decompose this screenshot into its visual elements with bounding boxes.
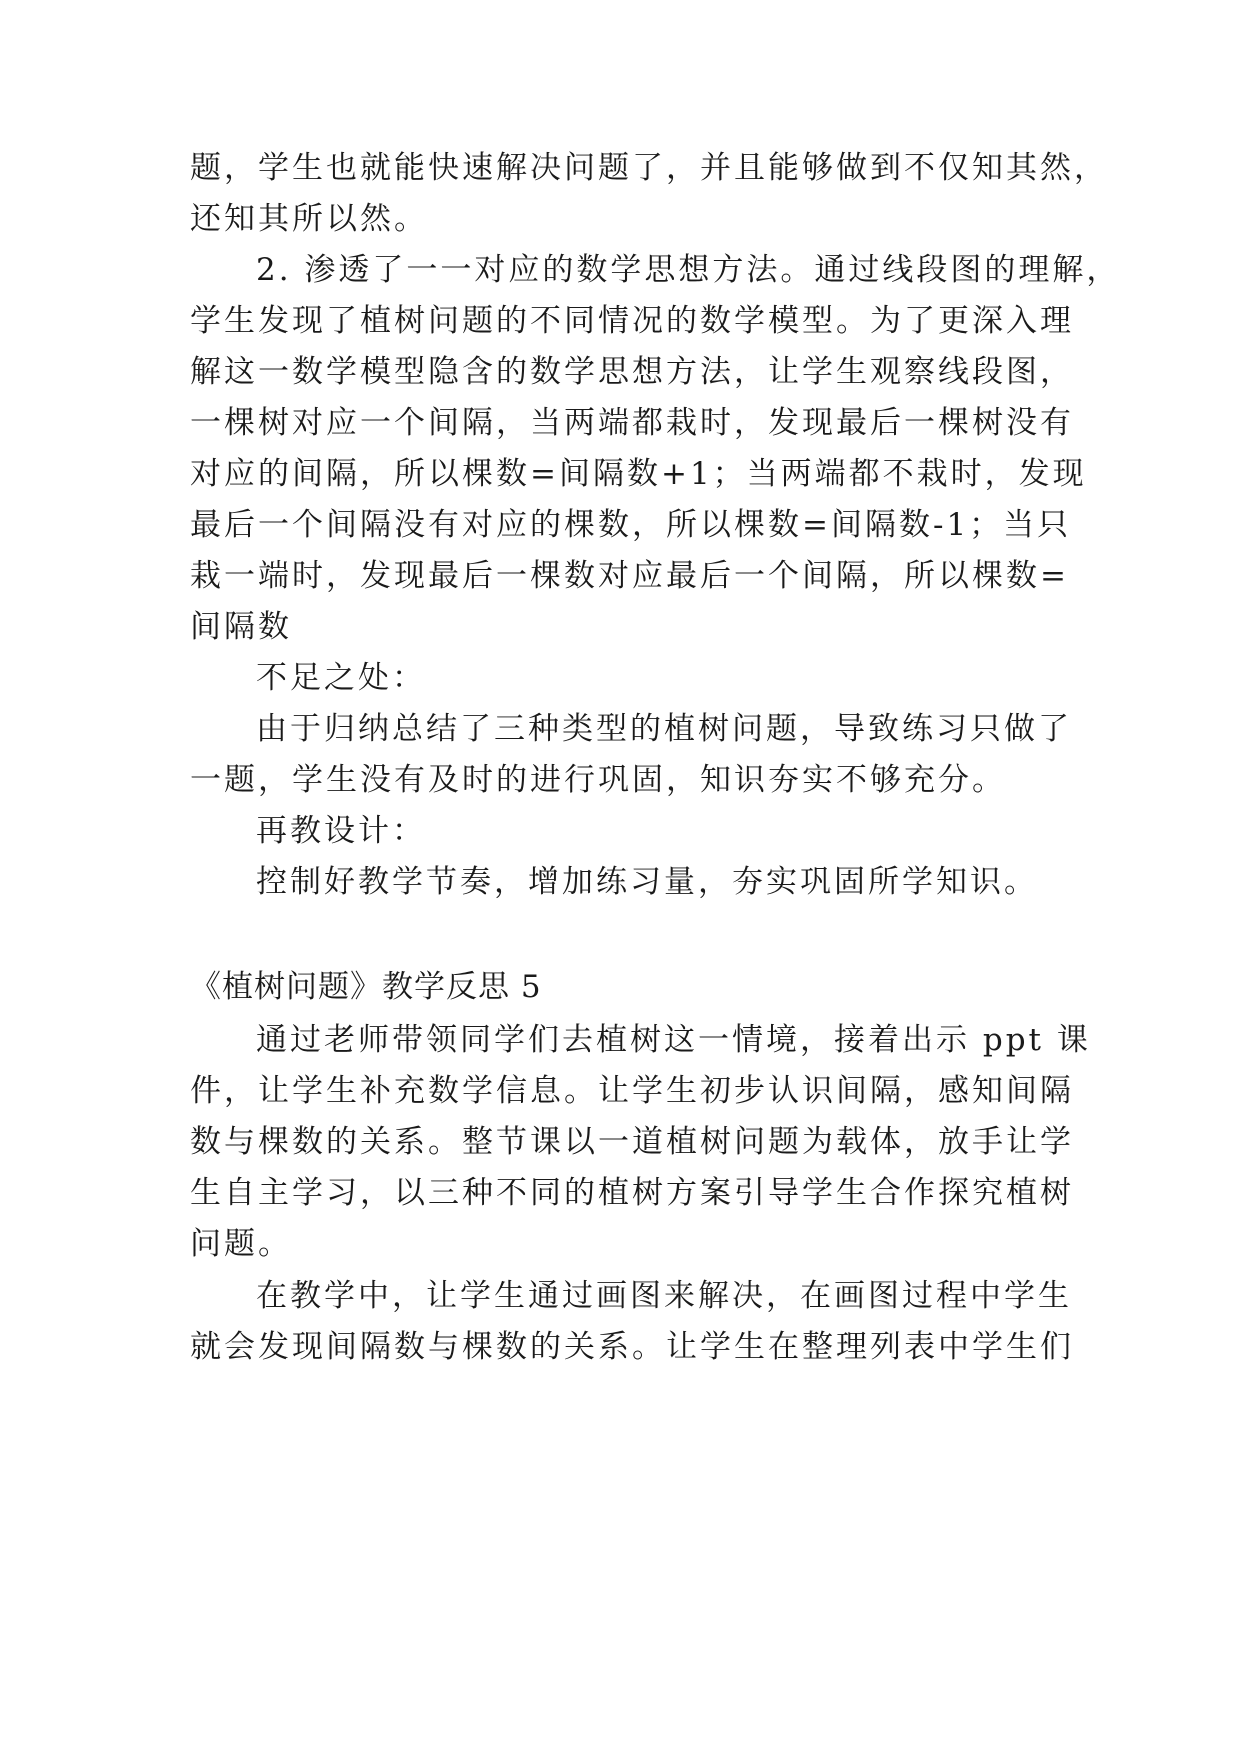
- text-line: 生自主学习，以三种不同的植树方案引导学生合作探究植树: [190, 1175, 1074, 1211]
- text-line: 通过老师带领同学们去植树这一情境，接着出示 ppt 课: [256, 1022, 1091, 1058]
- text-line: 间隔数: [190, 609, 292, 645]
- text-line: 还知其所以然。: [190, 201, 428, 237]
- section-label: 再教设计：: [256, 813, 426, 849]
- section-heading: 《植树问题》教学反思 5: [190, 969, 542, 1005]
- text-line: 栽一端时，发现最后一棵数对应最后一个间隔，所以棵数=: [190, 558, 1069, 594]
- text-line: 由于归纳总结了三种类型的植树问题，导致练习只做了: [256, 711, 1072, 747]
- text-line: 问题。: [190, 1226, 292, 1262]
- text-line: 题，学生也就能快速解决问题了，并且能够做到不仅知其然，: [190, 150, 1108, 186]
- text-line: 2. 渗透了一一对应的数学思想方法。通过线段图的理解，: [256, 252, 1121, 288]
- section-label: 不足之处：: [256, 660, 426, 696]
- text-line: 数与棵数的关系。整节课以一道植树问题为载体，放手让学: [190, 1124, 1074, 1160]
- text-line: 就会发现间隔数与棵数的关系。让学生在整理列表中学生们: [190, 1329, 1074, 1365]
- text-line: 在教学中，让学生通过画图来解决，在画图过程中学生: [256, 1278, 1072, 1314]
- text-line: 学生发现了植树问题的不同情况的数学模型。为了更深入理: [190, 303, 1074, 339]
- text-line: 控制好教学节奏，增加练习量，夯实巩固所学知识。: [256, 864, 1038, 900]
- text-line: 对应的间隔，所以棵数=间隔数+1；当两端都不栽时，发现: [190, 456, 1087, 492]
- text-line: 解这一数学模型隐含的数学思想方法，让学生观察线段图，: [190, 354, 1074, 390]
- text-line: 件，让学生补充数学信息。让学生初步认识间隔，感知间隔: [190, 1073, 1074, 1109]
- text-line: 一棵树对应一个间隔，当两端都栽时，发现最后一棵树没有: [190, 405, 1074, 441]
- text-line: 最后一个间隔没有对应的棵数，所以棵数=间隔数-1；当只: [190, 507, 1072, 543]
- text-line: 一题，学生没有及时的进行巩固，知识夯实不够充分。: [190, 762, 1006, 798]
